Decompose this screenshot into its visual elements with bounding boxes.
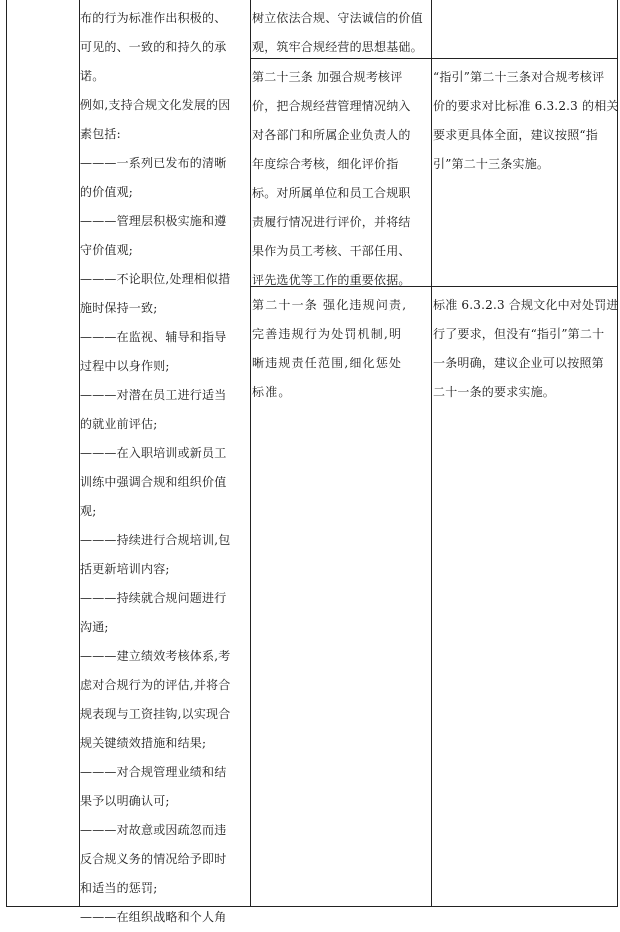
- comparison-note-article-23-cell: [433, 63, 619, 179]
- text-line: 的价值观;: [80, 185, 134, 199]
- text-line: 对各部门和所属企业负责人的: [252, 128, 411, 142]
- text-line: ———在入职培训或新员工: [80, 446, 227, 460]
- text-line: 的就业前评估;: [80, 417, 158, 431]
- text-line: 诺。: [80, 69, 105, 83]
- standard-text-cell: [80, 4, 240, 932]
- text-line: 和适当的惩罚;: [80, 881, 158, 895]
- text-line: 晰违规责任范围,细化惩处: [252, 356, 403, 370]
- text-line: 完善违规行为处罚机制,明: [252, 327, 403, 341]
- text-line: 果予以明确认可;: [80, 794, 170, 808]
- text-line: 价的要求对比标准 6.3.2.3 的相关: [433, 99, 619, 113]
- text-line: ———在监视、辅导和指导: [80, 330, 227, 344]
- text-line: ———对故意或因疏忽而违: [80, 823, 227, 837]
- text-line: 树立依法合规、守法诚信的价值: [252, 11, 423, 25]
- guideline-article-21-cell: [252, 291, 427, 407]
- text-line: 观，筑牢合规经营的思想基础。: [252, 40, 423, 54]
- text-line: 评先选优等工作的重要依据。: [252, 273, 411, 287]
- text-line: 守价值观;: [80, 243, 134, 257]
- text-line: 年度综合考核，细化评价指: [252, 157, 399, 171]
- text-line: ———一系列已发布的清晰: [80, 156, 227, 170]
- text-line: 第二十三条 加强合规考核评: [252, 70, 403, 84]
- text-line: 沟通;: [80, 620, 109, 634]
- text-line: 一条明确，建议企业可以按照第: [433, 356, 604, 370]
- text-line: 布的行为标准作出积极的、: [80, 11, 227, 25]
- text-line: 行了要求，但没有“指引”第二十: [433, 327, 605, 341]
- text-line: 过程中以身作则;: [80, 359, 170, 373]
- column-divider: [431, 0, 432, 906]
- text-line: ———建立绩效考核体系,考: [80, 649, 231, 663]
- text-line: 可见的、一致的和持久的承: [80, 40, 227, 54]
- text-line: 果作为员工考核、干部任用、: [252, 244, 411, 258]
- guideline-intro-cell: [252, 4, 427, 62]
- text-line: 训练中强调合规和组织价值: [80, 475, 227, 489]
- text-line: ———对合规管理业绩和结: [80, 765, 227, 779]
- text-line: 观;: [80, 504, 97, 518]
- text-line: 引”第二十三条实施。: [433, 157, 550, 171]
- text-line: ———对潜在员工进行适当: [80, 388, 227, 402]
- guideline-article-23-cell: [252, 63, 427, 295]
- text-line: 标。对所属单位和员工合规职: [252, 186, 411, 200]
- text-line: 规表现与工资挂钩,以实现合: [80, 707, 231, 721]
- text-line: 反合规义务的情况给予即时: [80, 852, 227, 866]
- text-line: 第二十一条 强化违规问责,: [252, 298, 408, 312]
- text-line: ———持续进行合规培训,包: [80, 533, 231, 547]
- text-line: ———管理层积极实施和遵: [80, 214, 227, 228]
- text-line: 标准。: [252, 385, 292, 399]
- text-line: 价，把合规经营管理情况纳入: [252, 99, 411, 113]
- text-line: 括更新培训内容;: [80, 562, 170, 576]
- column-divider: [250, 0, 251, 906]
- text-line: 二十一条的要求实施。: [433, 385, 556, 399]
- text-line: ———持续就合规问题进行: [80, 591, 227, 605]
- text-line: 施时保持一致;: [80, 301, 158, 315]
- text-line: 标准 6.3.2.3 合规文化中对处罚进: [433, 298, 619, 312]
- text-line: ———不论职位,处理相似措: [80, 272, 231, 286]
- comparison-note-article-21-cell: [433, 291, 619, 407]
- text-line: 虑对合规行为的评估,并将合: [80, 678, 231, 692]
- text-line: 要求更具体全面，建议按照“指: [433, 128, 598, 142]
- text-line: 责履行情况进行评价，并将结: [252, 215, 411, 229]
- text-line: 素包括:: [80, 127, 121, 141]
- text-line: ———在组织战略和个人角: [80, 910, 227, 924]
- text-line: 例如,支持合规文化发展的因: [80, 98, 231, 112]
- text-line: “指引”第二十三条对合规考核评: [433, 70, 605, 84]
- text-line: 规关键绩效措施和结果;: [80, 736, 207, 750]
